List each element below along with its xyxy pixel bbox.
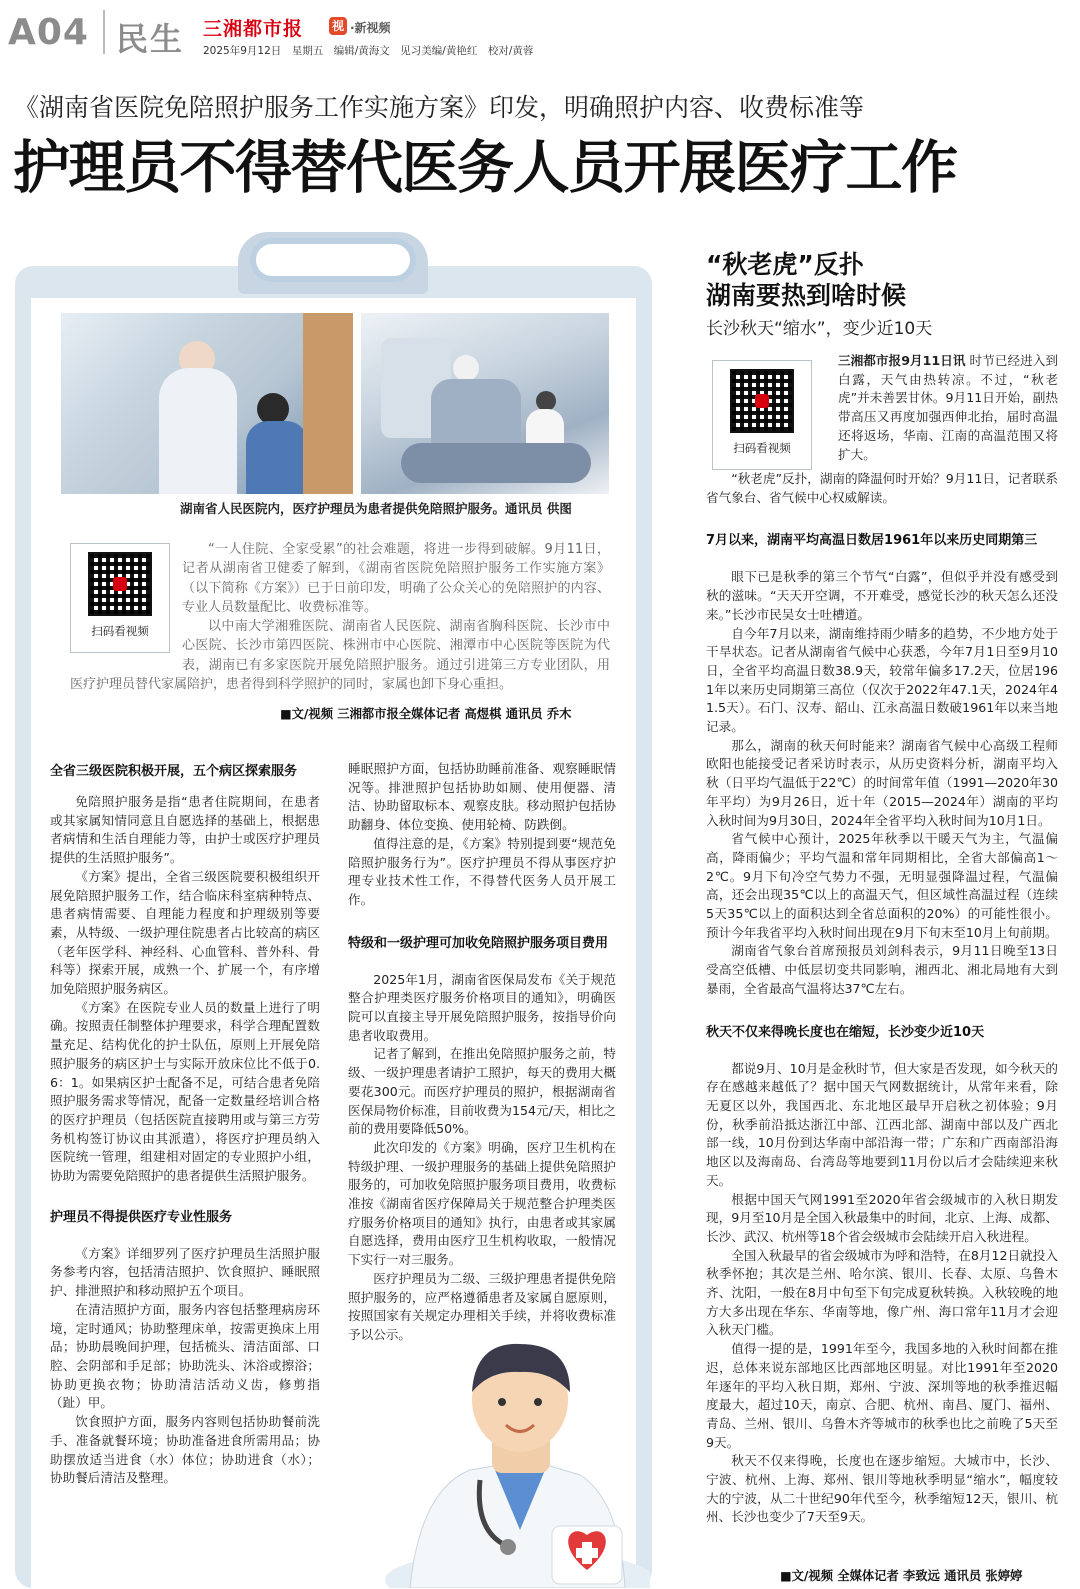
weather-subtitle: 长沙秋天“缩水”，变少近10天 [706,319,933,339]
body-paragraph: 记者了解到，在推出免陪照护服务之前，特级、一级护理患者请护工照护，每天的费用大概要花300元。而医疗护理员的照护，根据湖南省医保局物价标准，目前收费为154元/天，相比之前的费用要降低50%。 [348,1046,616,1137]
subheading: 全省三级医院积极开展，五个病区探索服务 [50,764,298,779]
subheading: 护理员不得提供医疗专业性服务 [50,1209,233,1225]
article-column-b [348,760,616,1345]
body-paragraph: 湖南省气象台首席预报员刘剑科表示，9月11日晚至13日受高空低槽、中低层切变共同影响，湘西北、湘北局地有大到暴雨，全省最高气温将达37℃左右。 [706,943,1058,996]
body-paragraph: 省气候中心预计，2025年秋季以干暖天气为主，气温偏高，降雨偏少；平均气温和常年同期相比，全省大部偏高1～2℃。9月下旬冷空气势力不强，无明显强降温过程，气温偏高，还会出现35℃以上的高温天气，但区域性高温过程（连续5天35℃以上的面积达到全省总面积的20%）的可能性很小。预计今年我省平均入秋时间出现在9月下旬末至10月上旬前期。 [706,831,1058,940]
lead-paragraph-2: “秋老虎”反扑，湖南的降温何时开始？9月11日，记者联系省气象台、省气候中心权威解读。 [706,471,1058,505]
photo-figure [453,355,479,381]
qr-label: 扫码看视频 [91,624,149,638]
page-number: A04 [8,12,89,53]
body-paragraph: 自今年7月以来，湖南维持雨少晴多的趋势，不少地方处于干旱状态。记者从湖南省气候中心获悉，今年7月1日至9月10日，全省平均高温日数38.9天，较常年偏多17.2天，位居1961年以来历史同期第三高位（仅次于2022年47.1天，2024年41.5天）。石门、汉寿、韶山、江永高温日数破1961年以来当地记录。 [706,625,1058,735]
body-paragraph: 值得注意的是，《方案》特别提到要“规范免陪照护服务行为”。医疗护理员不得从事医疗护理专业技术性工作，不得替代医务人员开展工作。 [348,835,616,907]
body-paragraph: 2025年1月，湖南省医保局发布《关于规范整合护理类医疗服务价格项目的通知》，明确医院可以直接主导开展免陪照护服务，按指导价向患者收取费用。 [348,971,616,1043]
intro-paragraph: 以中南大学湘雅医院、湖南省人民医院、湖南省胸科医院、长沙市中心医院、长沙市第四医院、株洲市中心医院、湘潭市中心医院等医院为代表，湖南已有多家医院开展免陪照护服务。通过引进第三方专业团队，用医疗护理员替代家属陪护，患者得到科学照护的同时，家属也卸下身心重担。 [70,619,610,693]
body-paragraph: 睡眠照护方面，包括协助睡前准备、观察睡眠情况等。排泄照护包括协助如厕、使用便器、清洁、协助留取标本、观察皮肤。移动照护包括协助翻身、体位变换、使用轮椅、防跌倒。 [348,761,616,833]
photo-figure [159,368,237,494]
body-paragraph: 秋天不仅来得晚，长度也在逐步缩短。大城市中，长沙、宁波、杭州、上海、郑州、银川等地秋季明显“缩水”，幅度较大的宁波，从二十世纪90年代至今，秋季缩短12天，银川、杭州、长沙也变少了7天至9天。 [706,1453,1058,1525]
article-column-a [50,760,320,1488]
body-paragraph: 眼下已是秋季的第三个节气“白露”，但似乎并没有感受到秋的滋味。“天天开空调，不开难受，感觉长沙的秋天怎么还没来。”长沙市民吴女士吐槽道。 [706,569,1058,622]
photo-nurse-wheelchair [361,313,609,494]
paper-logo: 三湘都市报 [203,18,304,40]
subheading: 秋天不仅来得晚长度也在缩短，长沙变少近10天 [706,1024,985,1040]
video-brand: ·新视频 [350,21,391,35]
body-paragraph: 根据中国天气网1991至2020年省会级城市的入秋日期发现，9月至10月是全国入秋最集中的时间，北京、上海、成都、长沙、武汉、杭州等18个省会级城市会陆续开启入秋进程。 [706,1191,1058,1244]
video-logo-icon: 视 [329,17,347,35]
photo-caption: 湖南省人民医院内，医疗护理员为患者提供免陪照护服务。通讯员 供图 [180,501,572,516]
doctor-illustration-svg [380,1330,650,1588]
qr-logo-icon [113,577,127,591]
photo-figure [303,313,353,494]
body-paragraph: 《方案》在医院专业人员的数量上进行了明确。按照责任制整体护理要求，科学合理配置数量充足、结构优化的护士队伍，原则上开展免陪照护服务的病区护士与实际开放床位比不低于0.6：1。如果病区护士配备不足，可结合患者免陪照护服务需求等情况，配备一定数量经培训合格的医疗护理员（包括医院直接聘用或与第三方劳务机构签订协议由其派遣），将医疗护理员纳入医院统一管理，组建相对固定的专业照护小组，协助为需要免陪照护的患者提供生活照护服务。 [50,999,320,1184]
weather-byline: ■文/视频 全媒体记者 李致远 通讯员 张婷婷 [780,1569,1023,1583]
body-paragraph: 饮食照护方面，服务内容则包括协助餐前洗手、准备就餐环境；协助准备进食所需用品；协助摆放适当进食（水）体位；协助进食（水）；协助餐后清洁及整理。 [50,1414,320,1486]
article-headline: 护理员不得替代医务人员开展医疗工作 [13,135,957,201]
body-paragraph: 此次印发的《方案》明确，医疗卫生机构在特级护理、一级护理服务的基础上提供免陪照护服务的，可加收免陪照护服务项目费用，收费标准按《湖南省医疗保障局关于规范整合护理类医疗服务价格项目的通知》执行，由患者或其家属自愿选择，费用由医疗卫生机构收取，一般情况下实行一对三服务。 [348,1139,616,1268]
weather-body [706,470,1058,1527]
body-paragraph: 都说9月、10月是金秋时节，但大家是否发现，如今秋天的存在感越来越低了？据中国天气网数据统计，从常年来看，除无夏区以外，我国西北、东北地区最早开启秋之初体验；9月份，秋季前沿抵达浙江中部、江西北部、湖南中部以及广西北部一线，10月份到达华南中部沿海一带；广东和广西南部沿海地区以及海南岛、台湾岛等地要到11月份以后才会陆续迎来秋天。 [706,1060,1058,1188]
dateline: 三湘都市报9月11日讯 [838,353,966,368]
body-paragraph: 医疗护理员为二级、三级护理患者提供免陪照护服务的，应严格遵循患者及家属自愿原则，按照国家有关规定办理相关手续，并将收费标准予以公示。 [348,1270,616,1342]
body-paragraph: 《方案》提出，全省三级医院要积极组织开展免陪照护服务工作，结合临床科室病种特点、患者病情需要、自理能力程度和护理级别等要素，从特级、一级护理住院患者占比较高的病区（老年医学科、神经科、心血管科、普外科、骨科等）探索开展，成熟一个、扩展一个，有序增加免陪照护服务病区。 [50,868,320,997]
qr-label: 扫码看视频 [733,441,791,455]
weather-lead [838,352,1058,464]
masthead-divider [103,10,105,54]
subheading: 7月以来，湖南平均高温日数居1961年以来历史同期第三 [706,533,1038,549]
body-paragraph: 《方案》详细罗列了医疗护理员生活照护服务参考内容，包括清洁照护、饮食照护、睡眠照护、排泄照护和移动照护五个项目。 [50,1245,320,1299]
weather-article [706,250,1058,339]
subheading: 特级和一级护理可加收免陪照护服务项目费用 [348,935,609,951]
body-paragraph: 全国入秋最早的省会级城市为呼和浩特，在8月12日就投入秋季怀抱；其次是兰州、哈尔滨、银川、长春、太原、乌鲁木齐、沈阳，一般在8月中旬至下旬完成夏秋转换。入秋较晚的地方大多出现在华东、华南等地，像广州、海口常年11月才会迎入秋天门槛。 [706,1247,1058,1338]
article-byline: ■文/视频 三湘都市报全媒体记者 高煜棋 通讯员 乔木 [280,707,572,721]
photo-nurse-caring [61,313,353,494]
qr-code-video[interactable] [70,543,170,653]
section-name: 民生 [116,20,185,58]
lead-text: 时节已经进入到白露，天气由热转凉。不过，“秋老虎”并未善罢甘休。9月11日开始，副热带高压又再度加强西伸北抬，届时高温还将返场，华南、江南的高温范围又将扩大。 [838,353,1058,462]
doctor-illustration [380,1330,650,1588]
photo-figure [536,391,556,411]
lead-paragraph [838,352,1058,464]
weather-title-line1: “秋老虎”反扑 [706,250,864,279]
body-paragraph: 在清洁照护方面，服务内容包括整理病房环境，定时通风；协助整理床单，按需更换床上用品；协助晨晚间护理，包括梳头、清洁面部、口腔、会阴部和手足部；协助洗头、沐浴或擦浴；协助更换衣物；协助清洁活动义齿，修剪指（趾）甲。 [50,1301,320,1411]
article-kicker: 《湖南省医院免陪照护服务工作实施方案》印发，明确照护内容、收费标准等 [14,93,865,122]
photo-figure [246,421,308,494]
qr-logo-icon [755,394,769,408]
photo-figure [401,443,591,483]
qr-code-video-weather[interactable] [712,360,812,470]
body-paragraph: 免陪照护服务是指“患者住院期间，在患者或其家属知情同意且自愿选择的基础上，根据患者病情和生活自理能力等，由护士或医疗护理员提供的生活照护服务”。 [50,794,320,866]
weather-title-line2: 湖南要热到啥时候 [706,281,907,310]
edition-info: 2025年9月12日 星期五 编辑/黄海文 见习美编/黄艳红 校对/黄蓉 [203,45,534,57]
clipboard-clip-ring [250,238,416,282]
body-paragraph: 那么，湖南的秋天何时能来？湖南省气候中心高级工程师欧阳也能接受记者采访时表示，从历史资料分析，湖南平均入秋（日平均气温低于22℃）的时间常年值（1991—2020年30年平均）为9月26日，近十年（2015—2024年）湖南的平均入秋时间为9月30日，2024年全省平均入秋时间为10月1日。 [706,737,1058,828]
intro-paragraph: “一人住院、全家受累”的社会难题，将进一步得到破解。9月11日，记者从湖南省卫健委了解到，《湖南省医院免陪照护服务工作实施方案》（以下简称《方案》）已于日前印发，明确了公众关心的免陪照护的内容、专业人员数量配比、收费标准等。 [182,542,610,615]
body-paragraph: 值得一提的是，1991年至今，我国多地的入秋时间都在推迟，总体来说东部地区比西部地区明显。对比1991年至2020年逐年的平均入秋日期，郑州、宁波、深圳等地的秋季推迟幅度最大，超过10天，南京、合肥、杭州、南昌、厦门、福州、青岛、兰州、银川、乌鲁木齐等城市的秋季也比之前晚了5天至9天。 [706,1341,1058,1450]
